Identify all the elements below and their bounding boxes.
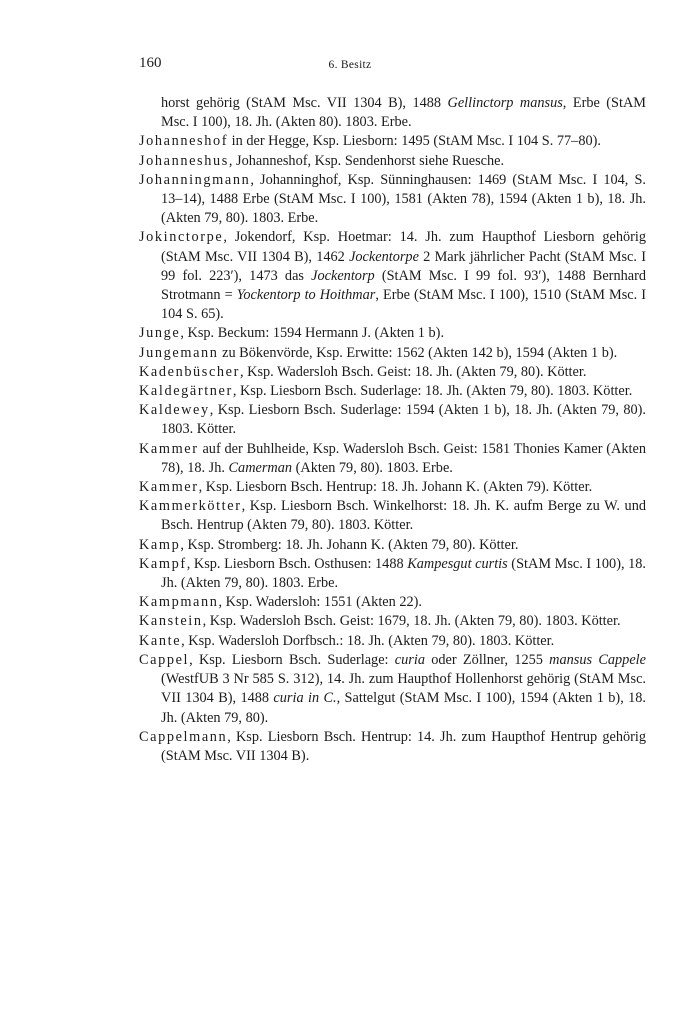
entry: [139, 401, 646, 439]
entry-text: , Johanneshof, Ksp. Sendenhorst siehe Ruesche.: [228, 152, 505, 169]
entry-text: , Ksp. Liesborn Bsch. Suderlage: 18. Jh. (Akten 79, 80). 1803. Kötter.: [232, 383, 633, 400]
entry: [139, 382, 646, 401]
entry: [139, 497, 646, 535]
entry: [139, 593, 646, 612]
entry-text: , Ksp. Liesborn Bsch. Hentrup: 18. Jh. Johann K. (Akten 79). Kötter.: [198, 479, 593, 496]
entry: [139, 612, 646, 631]
entry-text: , Ksp. Wadersloh: 1551 (Akten 22).: [218, 594, 422, 611]
entry: [139, 228, 646, 324]
entry: [139, 440, 646, 478]
entry-text: , Ksp. Liesborn Bsch. Osthusen: 1488 Kampesgut curtis (StAM Msc. I 100), 18. Jh. (Akten 79, 80). 1803. Erbe.: [161, 555, 647, 592]
entry-text: , Ksp. Wadersloh Bsch. Geist: 1679, 18. Jh. (Akten 79, 80). 1803. Kötter.: [202, 613, 621, 630]
entry-text: , Ksp. Liesborn Bsch. Winkelhorst: 18. Jh. K. aufm Berge zu W. und Bsch. Hentrup (Akten 79, 80). 1803. Kötter.: [161, 498, 646, 534]
entry-text: , Ksp. Liesborn Bsch. Hentrup: 14. Jh. zum Haupthof Hentrup gehörig (StAM Msc. VII 1304 B).: [161, 728, 646, 764]
entry: [139, 632, 646, 651]
page-number: 160: [139, 55, 162, 71]
entry-headword: Jungemann: [139, 344, 219, 361]
entry: [139, 728, 646, 766]
entry-headword: Cappelmann: [139, 728, 228, 745]
entry-text: , Ksp. Beckum: 1594 Hermann J. (Akten 1 b).: [180, 325, 445, 342]
entry-text: auf der Buhlheide, Ksp. Wadersloh Bsch. Geist: 1581 Thonies Kamer (Akten 78), 18. Jh. Camerman (Akten 79, 80). 1803. Erbe.: [161, 440, 646, 476]
running-head: 6. Besitz: [328, 59, 372, 71]
entry-headword: Kaldewey: [139, 402, 210, 419]
entry-headword: Johanneshof: [139, 133, 229, 150]
entry-text: , Ksp. Liesborn Bsch. Suderlage: curia oder Zöllner, 1255 mansus Cappele (WestfUB 3 Nr 585 S. 312), 14. Jh. zum Haupthof Hollenhorst gehörig (StAM Msc. VII 1304 B), 1488 curia in C., Sattelgut (StAM Msc. I 100), 1594 (Akten 1 b), 18. Jh. (Akten 79, 80).: [161, 651, 647, 726]
entry-headword: Johanningmann: [139, 171, 251, 188]
entry-headword: Kaldegärtner: [139, 383, 233, 400]
entry-headword: Kante: [139, 632, 182, 649]
entry-headword: Johanneshus: [139, 152, 229, 169]
entry-headword: Kamp: [139, 536, 181, 553]
entry-headword: Kampf: [139, 555, 187, 572]
entry-text: in der Hegge, Ksp. Liesborn: 1495 (StAM Msc. I 104 S. 77–80).: [231, 133, 601, 150]
entry: [139, 94, 646, 132]
entry: [139, 555, 646, 593]
entry: [139, 651, 646, 728]
entry-text: , Johanninghof, Ksp. Sünninghausen: 1469 (StAM Msc. I 104, S. 13–14), 1488 Erbe (StAM Msc. I 100), 1581 (Akten 78), 1594 (Akten 1 b), 18. Jh. (Akten 79, 80). 1803. Erbe.: [161, 171, 646, 227]
entry: [139, 152, 646, 171]
entry: [139, 324, 646, 343]
entry-text: , Ksp. Wadersloh Dorfbsch.: 18. Jh. (Akten 79, 80). 1803. Kötter.: [181, 632, 555, 649]
entry: [139, 536, 646, 555]
entry-headword: Cappel: [139, 651, 190, 668]
entry-headword: Junge: [139, 325, 181, 342]
entry-text: , Ksp. Liesborn Bsch. Suderlage: 1594 (Akten 1 b), 18. Jh. (Akten 79, 80). 1803. Kötter.: [161, 402, 646, 438]
entry-headword: Kammerkötter: [139, 498, 242, 515]
entry: [139, 132, 646, 151]
entry-headword: Kampmann: [139, 594, 219, 611]
entry-headword: Kanstein: [139, 613, 203, 630]
entry-text: , Ksp. Stromberg: 18. Jh. Johann K. (Akten 79, 80). Kötter.: [180, 536, 519, 553]
entry-headword: Kammer: [139, 440, 199, 457]
entry-headword: Kadenbüscher: [139, 363, 240, 380]
entry-text: , Jokendorf, Ksp. Hoetmar: 14. Jh. zum Haupthof Liesborn gehörig (StAM Msc. VII 1304 B), 1462 Jockentorpe 2 Mark jährlicher Pacht (StAM Msc. I 99 fol. 223′), 1473 das Jockentorp (StAM Msc. I 99 fol. 93′), 1488 Bernhard Strotmann = Yockentorp to Hoithmar, Erbe (StAM Msc. I 100), 1510 (StAM Msc. I 104 S. 65).: [161, 229, 647, 323]
entry-headword: Kammer: [139, 479, 199, 496]
entry-headword: Jokinctorpe: [139, 229, 224, 246]
entry-text: zu Bökenvörde, Ksp. Erwitte: 1562 (Akten 142 b), 1594 (Akten 1 b).: [222, 344, 618, 361]
entry-text: , Ksp. Wadersloh Bsch. Geist: 18. Jh. (Akten 79, 80). Kötter.: [239, 363, 587, 380]
entry: [139, 363, 646, 382]
entry: [139, 344, 646, 363]
entry-text: horst gehörig (StAM Msc. VII 1304 B), 1488 Gellinctorp mansus, Erbe (StAM Msc. I 100), 18. Jh. (Akten 80). 1803. Erbe.: [161, 95, 646, 131]
entry-list: [139, 94, 646, 766]
entry: [139, 478, 646, 497]
entry: [139, 171, 646, 229]
